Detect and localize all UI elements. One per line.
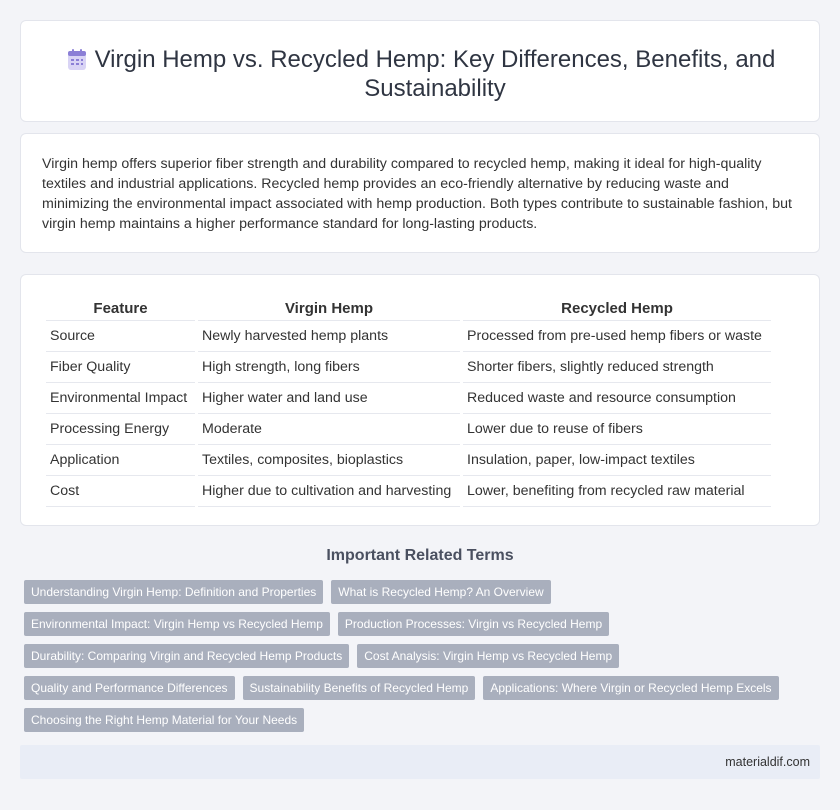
related-term-tag[interactable]: Durability: Comparing Virgin and Recycled Hemp Products xyxy=(24,644,349,668)
table-row xyxy=(46,383,771,414)
related-term-tag[interactable]: Sustainability Benefits of Recycled Hemp xyxy=(243,676,476,700)
cell-feature: Application xyxy=(46,445,195,476)
tag-row xyxy=(24,676,804,700)
comparison-table xyxy=(43,295,774,507)
tag-row xyxy=(24,612,804,636)
cell-feature: Environmental Impact xyxy=(46,383,195,414)
tag-row xyxy=(24,580,804,604)
cell-feature: Processing Energy xyxy=(46,414,195,445)
cell-feature: Source xyxy=(46,321,195,352)
related-term-tag[interactable]: Applications: Where Virgin or Recycled Hemp Excels xyxy=(483,676,778,700)
related-term-tag[interactable]: Quality and Performance Differences xyxy=(24,676,235,700)
table-row xyxy=(46,321,771,352)
cell-virgin: Textiles, composites, bioplastics xyxy=(198,445,460,476)
related-term-tag[interactable]: Environmental Impact: Virgin Hemp vs Recycled Hemp xyxy=(24,612,330,636)
cell-virgin: High strength, long fibers xyxy=(198,352,460,383)
table-row xyxy=(46,476,771,507)
title-card xyxy=(20,20,820,122)
intro-card xyxy=(20,133,820,253)
cell-feature: Cost xyxy=(46,476,195,507)
cell-recycled: Shorter fibers, slightly reduced strength xyxy=(463,352,771,383)
related-terms-heading: Important Related Terms xyxy=(326,547,514,564)
cell-virgin: Higher water and land use xyxy=(198,383,460,414)
page-title: Virgin Hemp vs. Recycled Hemp: Key Differences, Benefits, and Sustainability xyxy=(94,46,776,102)
related-terms-list xyxy=(24,580,804,740)
cell-recycled: Lower due to reuse of fibers xyxy=(463,414,771,445)
cell-recycled: Processed from pre-used hemp fibers or waste xyxy=(463,321,771,352)
tag-row xyxy=(24,708,804,732)
table-row xyxy=(46,414,771,445)
related-term-tag[interactable]: Understanding Virgin Hemp: Definition and Properties xyxy=(24,580,323,604)
comparison-card xyxy=(20,274,820,526)
cell-virgin: Newly harvested hemp plants xyxy=(198,321,460,352)
cell-recycled: Reduced waste and resource consumption xyxy=(463,383,771,414)
cell-virgin: Higher due to cultivation and harvesting xyxy=(198,476,460,507)
header-feature: Feature xyxy=(46,295,195,321)
cell-feature: Fiber Quality xyxy=(46,352,195,383)
intro-paragraph: Virgin hemp offers superior fiber strength and durability compared to recycled hemp, making it ideal for high-quality textiles and industrial applications. Recycled hemp provides an eco-friendly alternative by reducing waste and minimizing the environmental impact associated with hemp production. Both types contribute to sustainable fashion, but virgin hemp maintains a higher performance standard for long-lasting products. xyxy=(42,156,792,232)
header-virgin-hemp: Virgin Hemp xyxy=(198,295,460,321)
footer xyxy=(20,745,820,779)
cell-recycled: Insulation, paper, low-impact textiles xyxy=(463,445,771,476)
table-header-row xyxy=(46,295,771,321)
cell-recycled: Lower, benefiting from recycled raw material xyxy=(463,476,771,507)
related-term-tag[interactable]: Choosing the Right Hemp Material for Your Needs xyxy=(24,708,304,732)
site-name[interactable]: materialdif.com xyxy=(725,755,810,769)
table-row xyxy=(46,352,771,383)
cell-virgin: Moderate xyxy=(198,414,460,445)
related-term-tag[interactable]: Cost Analysis: Virgin Hemp vs Recycled Hemp xyxy=(357,644,619,668)
related-term-tag[interactable]: What is Recycled Hemp? An Overview xyxy=(331,580,550,604)
tag-row xyxy=(24,644,804,668)
table-row xyxy=(46,445,771,476)
related-term-tag[interactable]: Production Processes: Virgin vs Recycled Hemp xyxy=(338,612,609,636)
header-recycled-hemp: Recycled Hemp xyxy=(463,295,771,321)
